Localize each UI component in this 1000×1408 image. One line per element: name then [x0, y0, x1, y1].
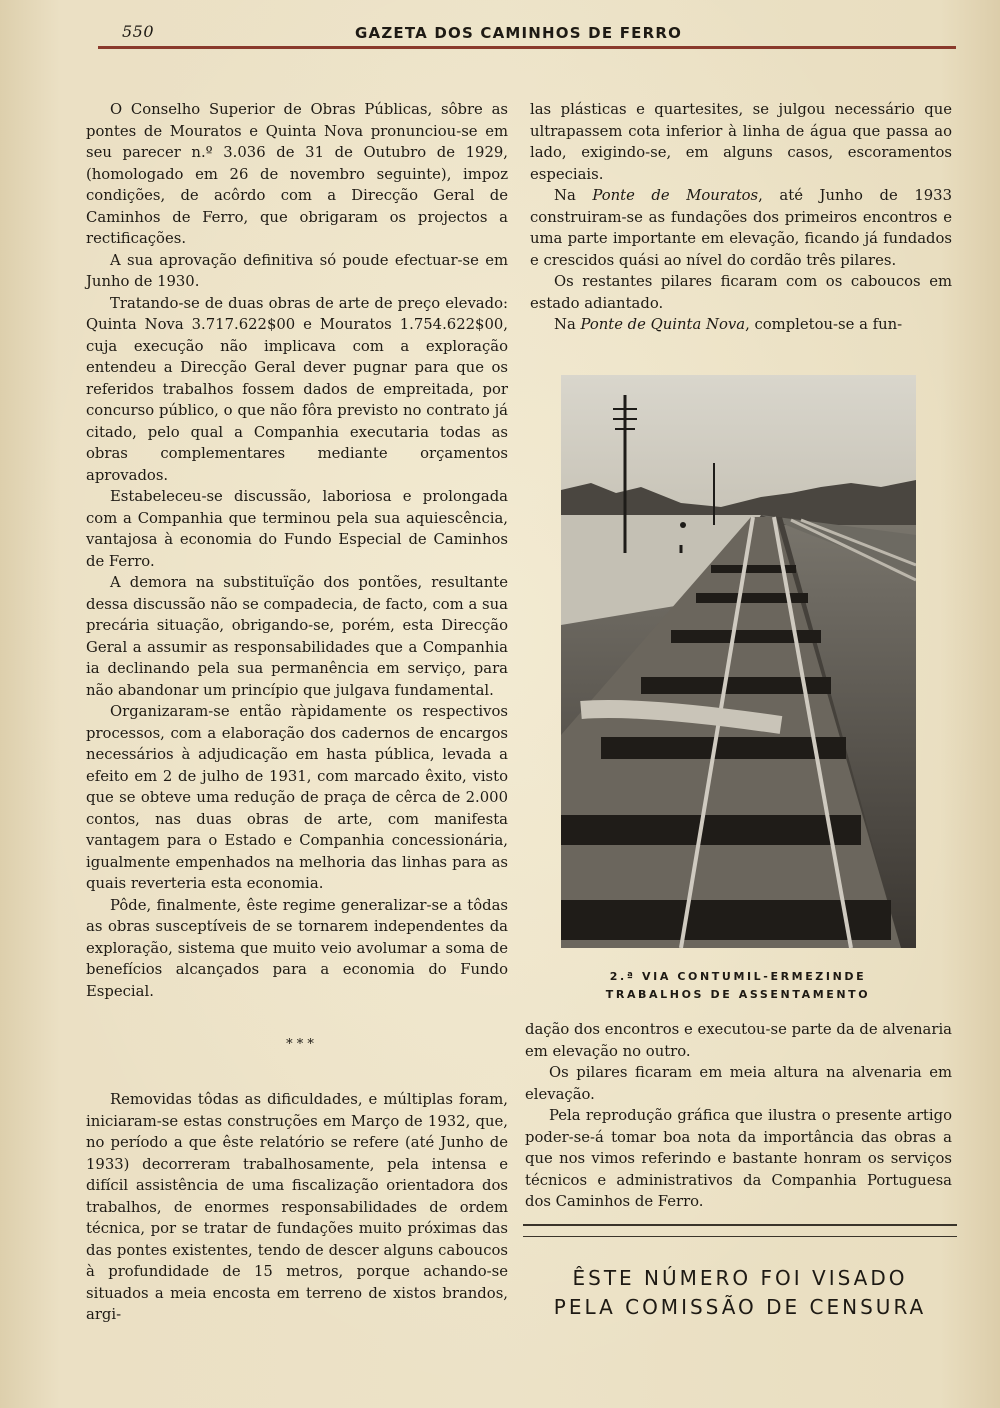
paragraph: A sua aprovação definitiva só poude efectuar-se em Junho de 1930. [86, 251, 508, 290]
caption-line: TRABALHOS DE ASSENTAMENTO [605, 988, 871, 1001]
paragraph-rest: , completou-se a fun- [745, 316, 903, 333]
censorship-notice [523, 1264, 957, 1322]
notice-line: ÊSTE NÚMERO FOI VISADO [572, 1266, 908, 1290]
paragraph: dação dos encontros e executou-se parte da de alvenaria em elevação no outro. [525, 1021, 952, 1060]
paragraph: Organizaram-se então ràpidamente os respectivos processos, com a elaboração dos cadernos de encargos necessários à adjudicação em hasta pública, levada a efeito em 2 de julho de 1931, com marcado êxito, visto que se obteve uma redução de praça de cêrca de 2.000 contos, nas duas obras de arte, com manifesta vantagem para o Estado e Companhia concessionária, igualmente empenhados na melhoria das linhas para as quais reverteria esta economia. [86, 703, 508, 892]
paragraph: Removidas tôdas as dificuldades, e múltiplas foram, iniciaram-se estas construções em Março de 1932, que, no período a que êste relatório se refere (até Junho de 1933) decorreram trabalhosamente, pela intensa e difícil assistência de uma fiscalização orientadora dos trabalhos, de enormes responsabilidades de ordem técnica, por se tratar de fundações muito próximas das das pontes existentes, tendo de descer alguns caboucos à profundidade de 15 metros, porque achando-se situados a meia encosta em terreno de xistos brandos, argi- [86, 1091, 508, 1323]
paragraph: las plásticas e quartesites, se julgou necessário que ultrapassem cota inferior à linha de água que passa ao lado, exigindo-se, em alguns casos, escoramentos especiais. [530, 101, 952, 183]
left-column-text-continued [86, 1089, 508, 1326]
paragraph-lead: Na [554, 187, 593, 204]
railway-track-photo [561, 375, 916, 948]
right-column-text-top [530, 99, 952, 336]
figure-caption [560, 968, 916, 1004]
paragraph: A demora na substituïção dos pontões, resultante dessa discussão não se compadecia, de facto, com a sua precária situação, obrigando-se, porém, esta Direcção Geral a assumir as responsabilidades que a Companhia ia declinando pela sua permanência em serviço, para não abandonar um princípio que julgava fundamental. [86, 574, 508, 699]
bridge-name: Ponte de Quinta Nova [580, 316, 746, 333]
paragraph: Os pilares ficaram em meia altura na alvenaria em elevação. [525, 1064, 952, 1103]
paragraph: Tratando-se de duas obras de arte de preço elevado: Quinta Nova 3.717.622$00 e Mouratos 1.754.622$00, cuja execução não implicava com a exploração entendeu a Direcção Geral dever pugnar para que os referidos trabalhos fossem dados de empreitada, por concurso público, o que não fôra previsto no contrato já citado, pelo qual a Companhia executaria todas as obras complementares mediante orçamentos aprovados. [86, 294, 508, 484]
paragraph: Estabeleceu-se discussão, laboriosa e prolongada com a Companhia que terminou pela sua aquiescência, vantajosa à economia do Fundo Especial de Caminhos de Ferro. [86, 488, 508, 570]
paragraph-lead: Na [554, 316, 581, 333]
paragraph: Pôde, finalmente, êste regime generalizar-se a tôdas as obras susceptíveis de se tornarem independentes da exploração, sistema que muito veio avolumar a soma de benefícios alcançados para a economia do Fundo Especial. [86, 896, 508, 1000]
bridge-name: Ponte de Mouratos [592, 187, 759, 204]
caption-line: 2.ª VIA CONTUMIL-ERMEZINDE [609, 970, 867, 983]
notice-rule-top [523, 1224, 957, 1226]
left-column-text [86, 99, 508, 1002]
paragraph: Os restantes pilares ficaram com os caboucos em estado adiantado. [530, 273, 952, 312]
paragraph: Pela reprodução gráfica que ilustra o presente artigo poder-se-á tomar boa nota da importância das obras a que nos vimos referindo e bastante honram os serviços técnicos e administrativos da Companhia Portuguesa dos Caminhos de Ferro. [525, 1107, 952, 1210]
page-number: 550 [122, 22, 155, 41]
notice-rule-thin [523, 1236, 957, 1237]
section-divider-text: * * * [286, 1037, 314, 1052]
journal-title: GAZETA DOS CAMINHOS DE FERRO [355, 24, 683, 42]
header-rule [98, 46, 956, 49]
right-column-text-bottom [525, 1019, 952, 1213]
paragraph: O Conselho Superior de Obras Públicas, sôbre as pontes de Mouratos e Quinta Nova pronunciou-se em seu parecer n.º 3.036 de 31 de Outubro de 1929, (homologado em 26 de novembro seguinte), impoz condições, de acôrdo com a Direcção Geral de Caminhos de Ferro, que obrigaram os projectos a rectificações. [86, 101, 508, 247]
paragraph [530, 185, 952, 271]
railway-track-illustration [561, 375, 916, 948]
paragraph-rest: , até Junho de 1933 construiram-se as fundações dos primeiros encontros e uma parte importante em elevação, ficando já fundados e crescidos quási ao nível do cordão três pilares. [530, 187, 952, 269]
notice-line: PELA COMISSÃO DE CENSURA [553, 1295, 927, 1319]
section-divider [245, 1038, 355, 1074]
paragraph [530, 314, 952, 336]
